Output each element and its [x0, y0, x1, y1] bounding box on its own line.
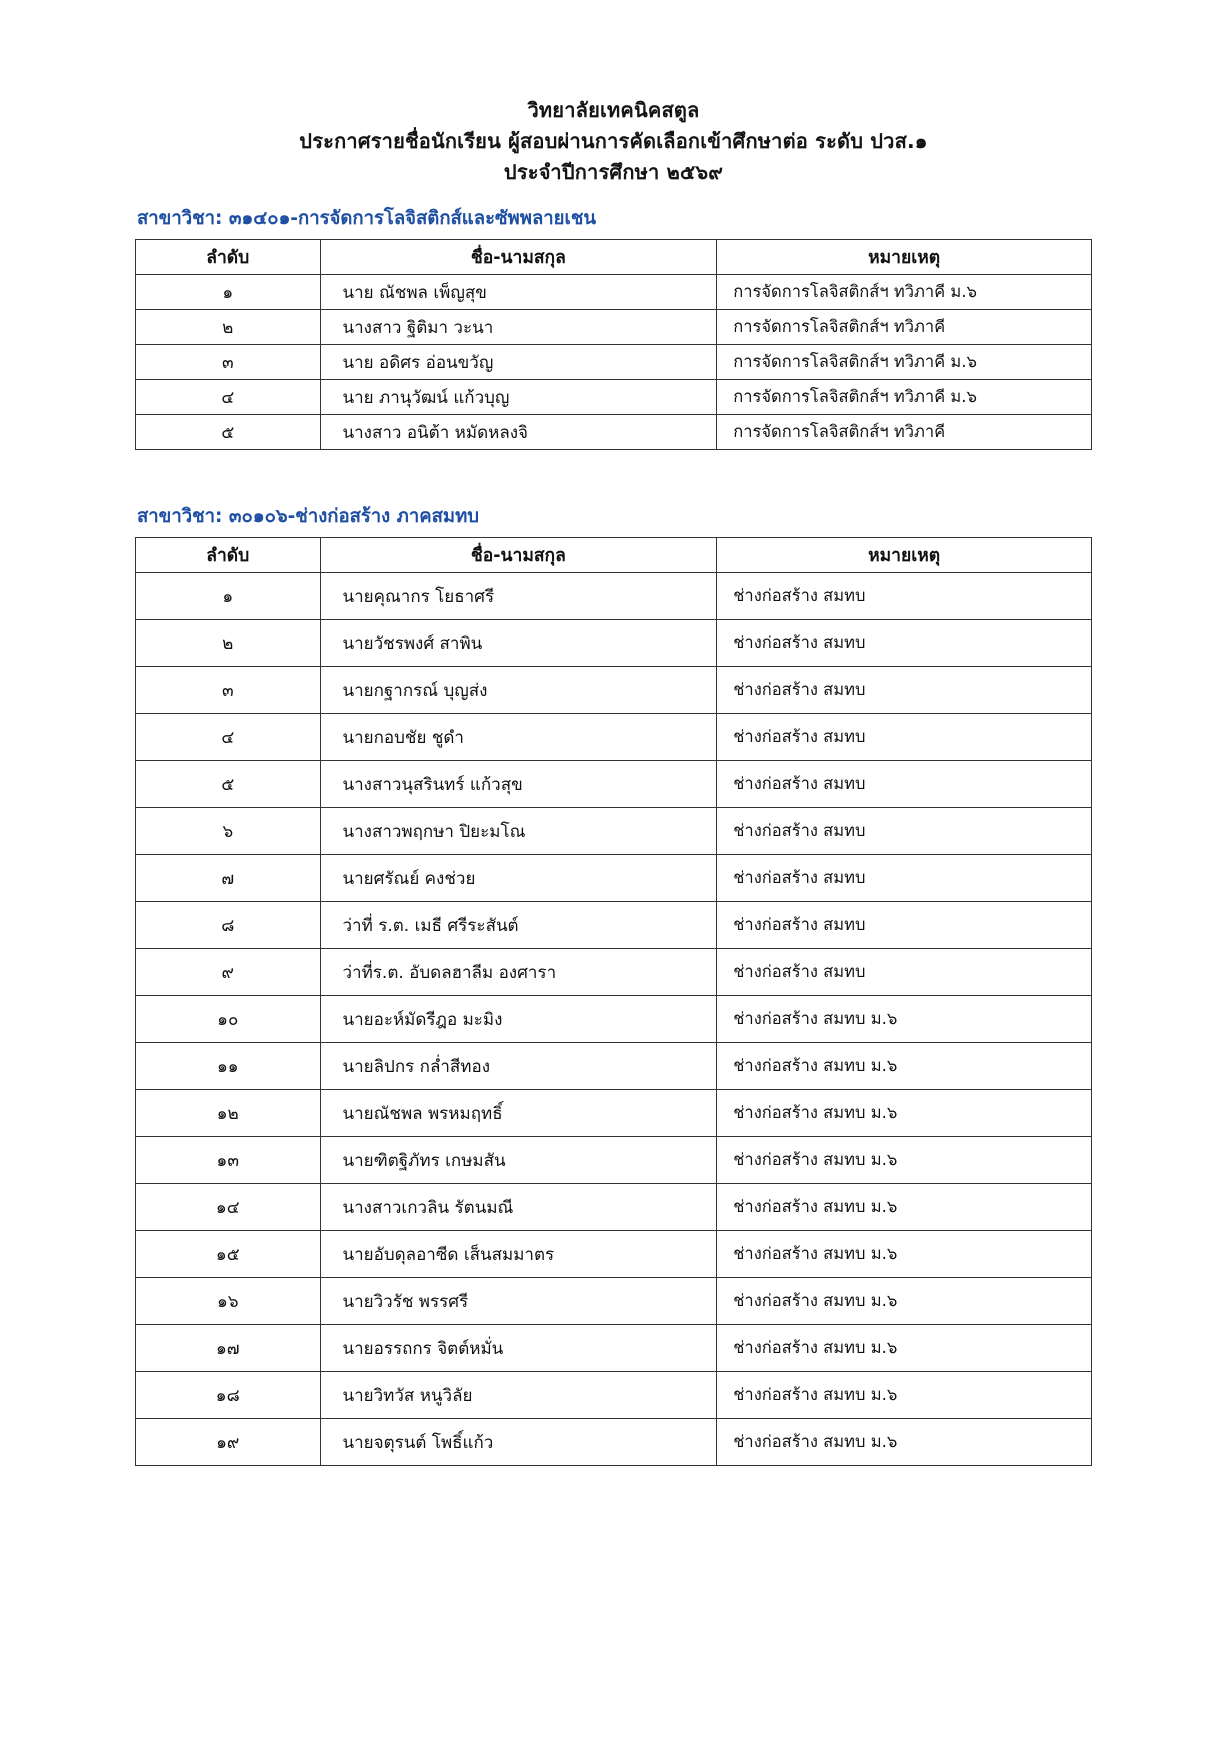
academic-year: ประจำปีการศึกษา ๒๕๖๙ — [503, 160, 724, 184]
cell-note: ช่างก่อสร้าง สมทบ — [717, 620, 1092, 667]
cell-name: นายวัชรพงศ์ สาพิน — [320, 620, 717, 667]
cell-name: นายกฐากรณ์ บุญส่ง — [320, 667, 717, 714]
cell-no: ๑ — [136, 275, 321, 310]
table-row — [136, 573, 1092, 620]
table-body-construction — [136, 573, 1092, 1466]
table-header-row — [136, 538, 1092, 573]
cell-name: นางสาว ฐิติมา วะนา — [320, 310, 717, 345]
cell-note: ช่างก่อสร้าง สมทบ — [717, 714, 1092, 761]
cell-name: นายลิปกร กล่ำสีทอง — [320, 1043, 717, 1090]
table-row — [136, 949, 1092, 996]
table-header-logistics — [136, 240, 1092, 275]
cell-name: นาย อดิศร อ่อนขวัญ — [320, 345, 717, 380]
cell-name: นายอับดุลอาซีด เส็นสมมาตร — [320, 1231, 717, 1278]
cell-name: นายศรัณย์ คงช่วย — [320, 855, 717, 902]
institution-name: วิทยาลัยเทคนิคสตูล — [527, 98, 700, 122]
cell-note: การจัดการโลจิสติกส์ฯ ทวิภาคี — [717, 415, 1092, 450]
table-row — [136, 345, 1092, 380]
cell-name: นายวิวรัช พรรศรี — [320, 1278, 717, 1325]
cell-no: ๔ — [136, 380, 321, 415]
cell-note: ช่างก่อสร้าง สมทบ — [717, 573, 1092, 620]
cell-no: ๘ — [136, 902, 321, 949]
table-header-construction — [136, 538, 1092, 573]
column-header-no: ลำดับ — [136, 240, 321, 275]
cell-note: ช่างก่อสร้าง สมทบ ม.๖ — [717, 996, 1092, 1043]
table-row — [136, 1278, 1092, 1325]
cell-no: ๑๗ — [136, 1325, 321, 1372]
cell-name: นางสาว อนิต้า หมัดหลงจิ — [320, 415, 717, 450]
table-header-row — [136, 240, 1092, 275]
table-row — [136, 1137, 1092, 1184]
table-row — [136, 714, 1092, 761]
cell-note: ช่างก่อสร้าง สมทบ ม.๖ — [717, 1043, 1092, 1090]
cell-no: ๑๕ — [136, 1231, 321, 1278]
cell-name: นายจตุรนต์ โพธิ์แก้ว — [320, 1419, 717, 1466]
cell-name: นายคุณากร โยธาศรี — [320, 573, 717, 620]
cell-note: ช่างก่อสร้าง สมทบ ม.๖ — [717, 1278, 1092, 1325]
cell-note: ช่างก่อสร้าง สมทบ — [717, 855, 1092, 902]
table-row — [136, 1090, 1092, 1137]
cell-name: นางสาวเกวลิน รัตนมณี — [320, 1184, 717, 1231]
cell-no: ๕ — [136, 761, 321, 808]
table-row — [136, 808, 1092, 855]
cell-note: ช่างก่อสร้าง สมทบ ม.๖ — [717, 1325, 1092, 1372]
cell-no: ๕ — [136, 415, 321, 450]
cell-note: ช่างก่อสร้าง สมทบ ม.๖ — [717, 1090, 1092, 1137]
section-construction — [135, 502, 1092, 1466]
cell-note: ช่างก่อสร้าง สมทบ — [717, 667, 1092, 714]
cell-note: ช่างก่อสร้าง สมทบ ม.๖ — [717, 1419, 1092, 1466]
table-row — [136, 1372, 1092, 1419]
table-row — [136, 415, 1092, 450]
table-body-logistics — [136, 275, 1092, 450]
table-row — [136, 275, 1092, 310]
cell-no: ๓ — [136, 667, 321, 714]
cell-no: ๑๓ — [136, 1137, 321, 1184]
cell-no: ๒ — [136, 310, 321, 345]
cell-note: ช่างก่อสร้าง สมทบ — [717, 902, 1092, 949]
cell-note: ช่างก่อสร้าง สมทบ ม.๖ — [717, 1372, 1092, 1419]
cell-name: นายอรรถกร จิตต์หมั่น — [320, 1325, 717, 1372]
table-row — [136, 1184, 1092, 1231]
column-header-name: ชื่อ-นามสกุล — [320, 240, 717, 275]
results-table-logistics — [135, 239, 1092, 450]
cell-name: ว่าที่ ร.ต. เมธี ศรีระสันต์ — [320, 902, 717, 949]
cell-name: นายณัชพล พรหมฤทธิ์ — [320, 1090, 717, 1137]
cell-note: ช่างก่อสร้าง สมทบ — [717, 761, 1092, 808]
cell-no: ๗ — [136, 855, 321, 902]
section-logistics — [135, 204, 1092, 450]
cell-name: นายกอบชัย ชูดำ — [320, 714, 717, 761]
cell-note: ช่างก่อสร้าง สมทบ — [717, 949, 1092, 996]
cell-note: ช่างก่อสร้าง สมทบ ม.๖ — [717, 1184, 1092, 1231]
cell-name: นายวิทวัส หนูวิลัย — [320, 1372, 717, 1419]
cell-note: การจัดการโลจิสติกส์ฯ ทวิภาคี ม.๖ — [717, 380, 1092, 415]
document-header — [135, 95, 1092, 188]
cell-note: การจัดการโลจิสติกส์ฯ ทวิภาคี — [717, 310, 1092, 345]
results-table-construction — [135, 537, 1092, 1466]
cell-no: ๖ — [136, 808, 321, 855]
cell-no: ๒ — [136, 620, 321, 667]
column-header-name: ชื่อ-นามสกุล — [320, 538, 717, 573]
cell-name: นาย ภานุวัฒน์ แก้วบุญ — [320, 380, 717, 415]
table-row — [136, 380, 1092, 415]
cell-name: นายอะห์มัดรีฎอ มะมิง — [320, 996, 717, 1043]
cell-no: ๓ — [136, 345, 321, 380]
table-row — [136, 310, 1092, 345]
cell-name: นายฑิตฐิภัทร เกษมสัน — [320, 1137, 717, 1184]
cell-no: ๔ — [136, 714, 321, 761]
column-header-no: ลำดับ — [136, 538, 321, 573]
cell-no: ๙ — [136, 949, 321, 996]
cell-name: นาย ณัชพล เพ็ญสุข — [320, 275, 717, 310]
cell-no: ๑๐ — [136, 996, 321, 1043]
cell-no: ๑๒ — [136, 1090, 321, 1137]
table-row — [136, 1043, 1092, 1090]
cell-no: ๑๑ — [136, 1043, 321, 1090]
column-header-note: หมายเหตุ — [717, 240, 1092, 275]
cell-name: นางสาวพฤกษา ปิยะมโณ — [320, 808, 717, 855]
cell-no: ๑๖ — [136, 1278, 321, 1325]
section-title-logistics: สาขาวิชา: ๓๑๔๐๑-การจัดการโลจิสติกส์และซัพพลายเชน — [137, 208, 597, 229]
cell-no: ๑ — [136, 573, 321, 620]
cell-note: ช่างก่อสร้าง สมทบ ม.๖ — [717, 1231, 1092, 1278]
section-title-construction: สาขาวิชา: ๓๐๑๐๖-ช่างก่อสร้าง ภาคสมทบ — [137, 506, 480, 527]
cell-no: ๑๘ — [136, 1372, 321, 1419]
cell-note: ช่างก่อสร้าง สมทบ — [717, 808, 1092, 855]
cell-no: ๑๙ — [136, 1419, 321, 1466]
column-header-note: หมายเหตุ — [717, 538, 1092, 573]
cell-note: การจัดการโลจิสติกส์ฯ ทวิภาคี ม.๖ — [717, 345, 1092, 380]
cell-no: ๑๔ — [136, 1184, 321, 1231]
table-row — [136, 620, 1092, 667]
cell-note: การจัดการโลจิสติกส์ฯ ทวิภาคี ม.๖ — [717, 275, 1092, 310]
table-row — [136, 1325, 1092, 1372]
table-row — [136, 761, 1092, 808]
table-row — [136, 996, 1092, 1043]
cell-note: ช่างก่อสร้าง สมทบ ม.๖ — [717, 1137, 1092, 1184]
cell-name: ว่าที่ร.ต. อับดลฮาลีม องศารา — [320, 949, 717, 996]
announcement-title: ประกาศรายชื่อนักเรียน ผู้สอบผ่านการคัดเลือกเข้าศึกษาต่อ ระดับ ปวส.๑ — [299, 129, 928, 153]
table-row — [136, 1419, 1092, 1466]
table-row — [136, 902, 1092, 949]
cell-name: นางสาวนุสรินทร์ แก้วสุข — [320, 761, 717, 808]
table-row — [136, 1231, 1092, 1278]
table-row — [136, 855, 1092, 902]
table-row — [136, 667, 1092, 714]
